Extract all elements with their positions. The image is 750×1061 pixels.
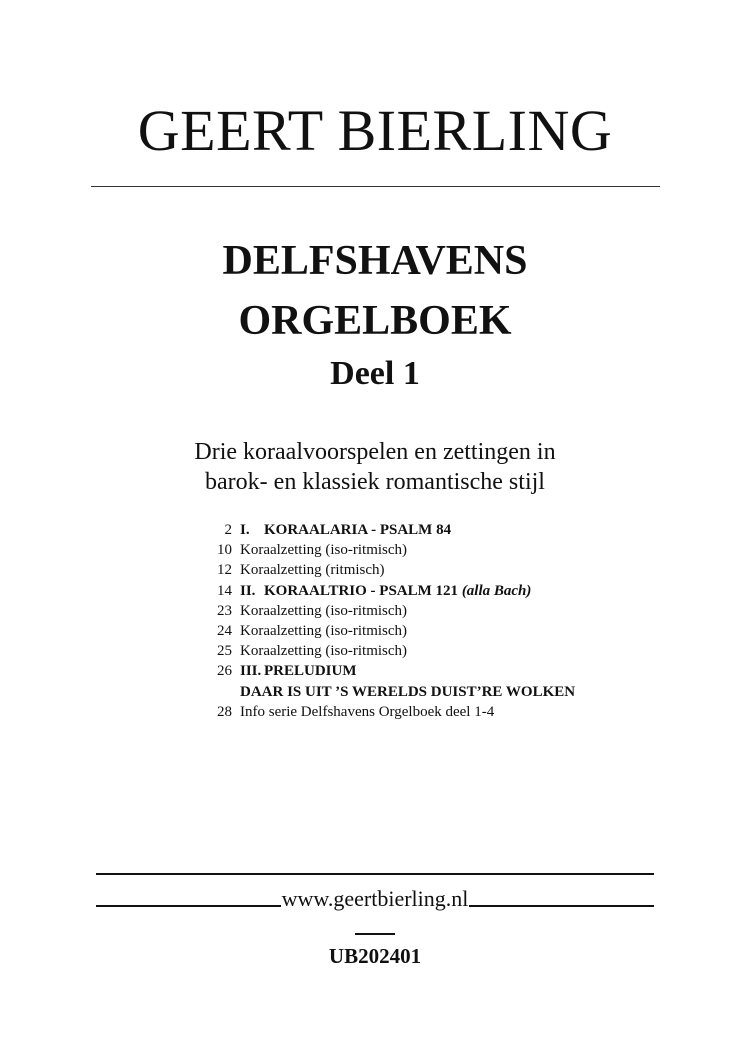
toc-page-number: 25 xyxy=(217,643,232,660)
toc-page-number: 14 xyxy=(217,582,232,599)
toc-entry xyxy=(190,641,670,661)
toc-entry xyxy=(190,560,670,580)
toc-title-text: Info serie Delfshavens Orgelboek deel 1-4 xyxy=(240,703,495,720)
catalog-code: UB202401 xyxy=(328,944,422,968)
header-divider xyxy=(91,186,660,187)
toc-entry xyxy=(190,682,670,702)
toc-page-number: 12 xyxy=(217,562,232,579)
table-of-contents xyxy=(190,520,670,722)
toc-title xyxy=(240,661,357,681)
toc-page-number: 23 xyxy=(217,602,232,619)
toc-entry xyxy=(190,702,670,722)
subtitle-line-2: barok- en klassiek romantische stijl xyxy=(205,469,545,495)
toc-page-number: 24 xyxy=(217,623,232,640)
toc-title xyxy=(240,520,451,540)
toc-title-text: PRELUDIUM xyxy=(264,663,357,680)
toc-entry xyxy=(190,581,670,601)
volume-label: Deel 1 xyxy=(330,355,420,392)
website-line xyxy=(96,884,654,912)
toc-part-number: II. xyxy=(240,582,256,599)
toc-part-number: III. xyxy=(240,663,262,680)
toc-title-text: Koraalzetting (iso-ritmisch) xyxy=(240,602,408,619)
toc-title-text: KORAALTRIO - PSALM 121 xyxy=(264,582,459,599)
footer-divider xyxy=(96,873,654,875)
toc-entry xyxy=(190,540,670,560)
toc-entry xyxy=(190,621,670,641)
toc-page-number: 28 xyxy=(217,703,232,720)
toc-title-text: Koraalzetting (iso-ritmisch) xyxy=(240,643,408,660)
toc-title-text: KORAALARIA - PSALM 84 xyxy=(264,522,452,538)
toc-page-number: 26 xyxy=(217,663,232,680)
toc-entry xyxy=(190,601,670,621)
toc-page-number xyxy=(190,682,240,702)
title-line-1: DELFSHAVENS xyxy=(222,238,528,284)
toc-title-text: Koraalzetting (iso-ritmisch) xyxy=(240,542,408,559)
website-left-rule xyxy=(96,905,281,907)
website-link[interactable]: www.geertbierling.nl xyxy=(281,886,469,911)
title-line-2: ORGELBOEK xyxy=(238,298,512,344)
website-right-rule xyxy=(469,905,654,907)
code-divider xyxy=(355,933,395,935)
toc-title-text: DAAR IS UIT ’S WERELDS DUIST’RE WOLKEN xyxy=(240,683,576,700)
toc-style-note: (alla Bach) xyxy=(461,582,532,599)
toc-page-number: 10 xyxy=(217,542,232,559)
toc-title-text: Koraalzetting (ritmisch) xyxy=(240,562,385,579)
toc-title xyxy=(240,581,531,601)
toc-entry xyxy=(190,661,670,681)
toc-title-text: Koraalzetting (iso-ritmisch) xyxy=(240,623,408,640)
composer-name: GEERT BIERLING xyxy=(137,98,613,163)
toc-entry xyxy=(190,520,670,540)
toc-part-number: I. xyxy=(240,522,250,538)
subtitle-line-1: Drie koraalvoorspelen en zettingen in xyxy=(194,439,556,465)
toc-page-number: 2 xyxy=(224,522,232,538)
